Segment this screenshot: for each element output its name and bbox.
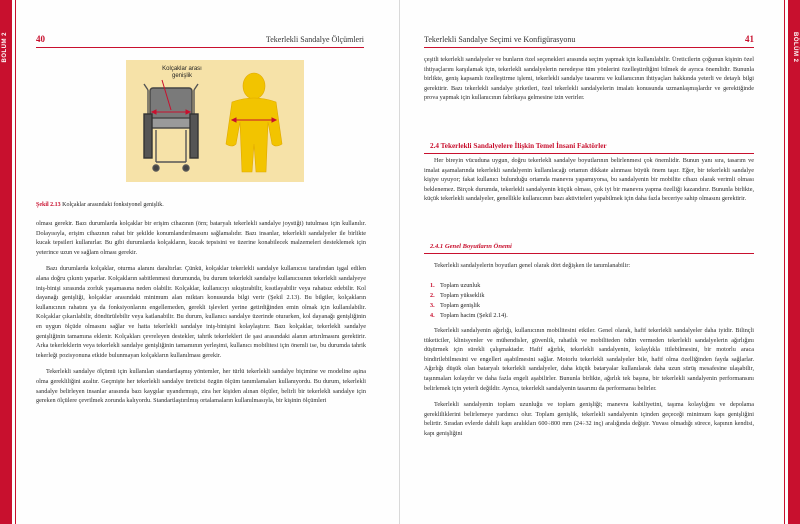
figure-label: Kolçaklar arası genişlik [162, 66, 202, 79]
list-item: 1. Toplam uzunluk [430, 282, 481, 289]
left-edge-band [0, 0, 12, 524]
left-paragraph-1: olması gerekir. Bazı durumlarda kolçaklar bir erişim cihazının (örn; bataryalı tekerlekli sandalye joystiği) tutulması için kullanılır. Dolayısıyla, erişim cihazının rahat bir şekilde konumlandırılmasını sağlamalıdır. Bazı insanlar, tekerlekli sandalyeler ile birlikte kucak tepsileri kullanırlar. Bu gibi durumlarda kolçakların, kucak tepsisini ve üzerine konabilecek malzemeleri desteklemek için yeterince uzun ve sağlam olması gerekir. [36, 220, 366, 256]
list-intro-block [424, 261, 754, 278]
right-page-number: 41 [745, 34, 754, 44]
right-chapter-tab: BÖLÜM 2 [792, 32, 798, 63]
right-running-head [424, 34, 754, 48]
right-page [400, 0, 800, 524]
paragraph-after-list: Tekerlekli sandalyenin ağırlığı, kullanıcının mobilitesini etkiler. Genel olarak, hafif tekerlekli sandalyeler daha iyidir. Bilinçli tüketiciler, klinisyenler ve mühendisler, güvenlik, rahatlık ve mobiliteden ödün vermeden tekerlekli sandalyelerin ağırlığını düşürmek için sürekli çalışmaktadır. Hafif ağırlık, tekerlekli sandalyenin, kolaylıkla itilebilmesini, bir motorlu araca bindirilebilmesini ve engelleri aşabilmesini sağlar. Motorlu tekerlekli sandalyeler bile, hafif olma özelliğinden fayda sağlarlar. Ağırlığı düşük olan bataryalı tekerlekli sandalyeler, daha küçük bataryalar kullanılarak daha uzun sürüş mesafesine ulaşabilir, taşınmaları kolaydır ve daha fazla engeli aşabilirler. Bununla birlikte, ağırlık tek başına, bir tekerlekli sandalyenin performansını belirlemek için yeterli değildir. Ayrıca, tekerlekli sandalyenin tasarımı da performansı belirler. [424, 327, 754, 392]
right-edge-band [788, 0, 800, 524]
section-heading-rule [424, 153, 754, 154]
list-item: 2. Toplam yükseklik [430, 292, 485, 299]
subsection-heading-rule [424, 253, 754, 254]
wheelchair-outline-illustration [144, 84, 198, 171]
left-chapter-tab: BÖLÜM 2 [2, 32, 8, 63]
list-item: 4. Toplam hacim (Şekil 2.14). [430, 312, 508, 319]
figure-caption [36, 202, 366, 208]
human-body-silhouette-illustration [226, 73, 282, 172]
left-running-title: Tekerlekli Sandalye Ölçümleri [265, 35, 364, 44]
left-edge-line [15, 0, 16, 524]
figure-armrest-width [126, 60, 304, 182]
left-body-text [36, 219, 366, 413]
left-paragraph-2: Bazı durumlarda kolçaklar, oturma alanını daraltırlar. Çünkü, kolçaklar tekerlekli sandalye kullanıcısı tarafından işgal edilen alana doğru çıkıntı yaparlar. Kolçakların sabitlenmesi durumunda, bu durum tekerlekli sandalye kullanıcısının tekerlekli sandalyeye iniş-binişi sırasında zorluk yaşamasına neden olabilir. Kolçaklar, kullanıcıyı sıkıştırabilir, kısıtlayabilir veya rahatsız edebilir. Kol dayanağı genişliği, kolçaklar arasındaki minimum alan miktarı konusunda bilgi verir (Şekil 2.13). Bu bilgiler, kolçakların kullanıcının rahatını ya da fonksiyonlarını engellemeden, gerekli işlevleri yerine getirdiğinden emin olmak için kullanılabilir. Kolçaklar çıkarılabilir, döndürülebilir veya katlanabilir. Bu durum, kullanıcı sandalye üzerinde oturarken, kol dayanağı genişliğinin en uygun ölçüde olmasını sağlar ve hatta tekerlekli sandalye iniş-binişini kolaylaştırır. Bazı kolçaklar, tekerlekli sandalye genişliğinin tamamına eklenir. Kolçakları çevreleyen destekler, tahrik tekerlekleri ile şasi arasındaki alanın artırılmasını gerektirir. Arka tekerleklerin veya tekerlekli sandalye genişliğinin tamamının yerleşimi, kullanıcı mobilitesi için önemli ise, bu durumda tahrik tekerleği pozisyonuna etkide bulunmayan kolçakların kullanılması gerekir. [36, 265, 366, 359]
left-running-head [36, 34, 364, 48]
dimension-list [430, 281, 630, 321]
final-paragraph: Tekerlekli sandalyenin toplam uzunluğu ve toplam genişliği; manevra kabiliyetini, taşıma kolaylığını ve depolama gerekliliklerini belirlemeye yardımcı olur. Toplam genişlik, tekerlekli sandalyenin içinden geçeceği minimum kapı genişliğini belirtir. Sıradan evlerde dahili kapı aralıkları 600÷800 mm (24÷32 inç) aralığında değişir. Yuvası olmadığı sürece, kapının kendisi, kapı genişliğini [424, 401, 754, 437]
right-edge-line [784, 0, 785, 524]
left-page-number: 40 [36, 34, 45, 44]
right-paragraph-continued: çeşitli tekerlekli sandalyeler ve bunların özel seçenekleri arasında seçim yapmak için kullanılabilir. Üreticilerin çoğunun kişinin özel ihtiyaçlarını karşılamak için, tekerlekli sandalyelerin neredeyse tüm yönlerini özelleştirdiğini bilmek de ayrıca önemlidir. Bununla birlikte, geniş kapsamlı özelleştirme işlemi, tekerlekli sandalye tasarımı ve kullanıcının ihtiyaçları hakkında yeterli ve detaylı bilgi gerektirir. Bazı tekerlekli sandalye şirketleri, özel tekerlekli sandalyelerin imalatı konusunda uzmanlaşmışlardır ve gerektiğinde prova yapmak için kullanıcının fabrikaya gelmesine izin verirler. [424, 56, 754, 102]
right-running-title: Tekerlekli Sandalye Seçimi ve Konfigürasyonu [424, 35, 576, 44]
right-body-top [424, 55, 754, 110]
subsection-heading: 2.4.1 Genel Boyutların Önemi [430, 243, 512, 250]
caption-text: Kolçaklar arasındaki fonksiyonel genişlik. [60, 202, 164, 208]
caption-number: Şekil 2.13 [36, 202, 61, 208]
list-item: 3. Toplam genişlik [430, 302, 480, 309]
right-section-body [424, 156, 754, 211]
left-paragraph-3: Tekerlekli sandalye ölçümü için kullanılan standartlaşmış yöntemler, her türlü tekerlekli sandalye biçimine ve modeline aşina olma gerekliliğini azaltır. Geçmişte her tekerlekli sandalye üreticisi özgün ölçüm tanımlamaları kullanıyordu. Bu durum, tekerlekli sandalye belirleyen insanlar arasında bazı kaygılar uyandırmıştı, zira her kişiden alınan ölçüler, belirli bir tekerlekli sandalye için gereken ölçülere çevrilmek zorunda kalıyordu. Standartlaştırılmış ortalamaların kullanılmasıyla, bir kişinin ölçümleri [36, 368, 366, 405]
section-paragraph: Her bireyin vücuduna uygun, doğru tekerlekli sandalye boyutlarının belirlenmesi çok önemlidir. Bunun yanı sıra, tasarım ve imalat aşamalarında tekerlekli sandalyenin kullanılacağı ortamın dikkate alınması büyük önem taşır. Eğer, bir tekerlekli sandalye kişiye uyuyor; fakat kullanıcı bulunduğu ortamda manevra yapamıyorsa, bu sandalyenin bir mobilite cihazı olarak verimli olması beklenemez. Birçok durumda, tekerlekli sandalyenin küçük olması, çok iyi bir manevra yapma özelliği kazandırır. Bununla birlikte, küçük tekerlekli sandalyeler, genellikle kullanıcının bazı aktiviteleri yapabilmek için daha fazla beceriye sahip olmasını gerektirir. [424, 157, 754, 203]
section-heading: 2.4 Tekerlekli Sandalyelere İlişkin Temel İnsani Faktörler [430, 142, 607, 150]
list-intro: Tekerlekli sandalyelerin boyutları genel olarak dört değişken ile tanımlanabilir: [434, 262, 631, 269]
right-body-bottom [424, 326, 754, 446]
